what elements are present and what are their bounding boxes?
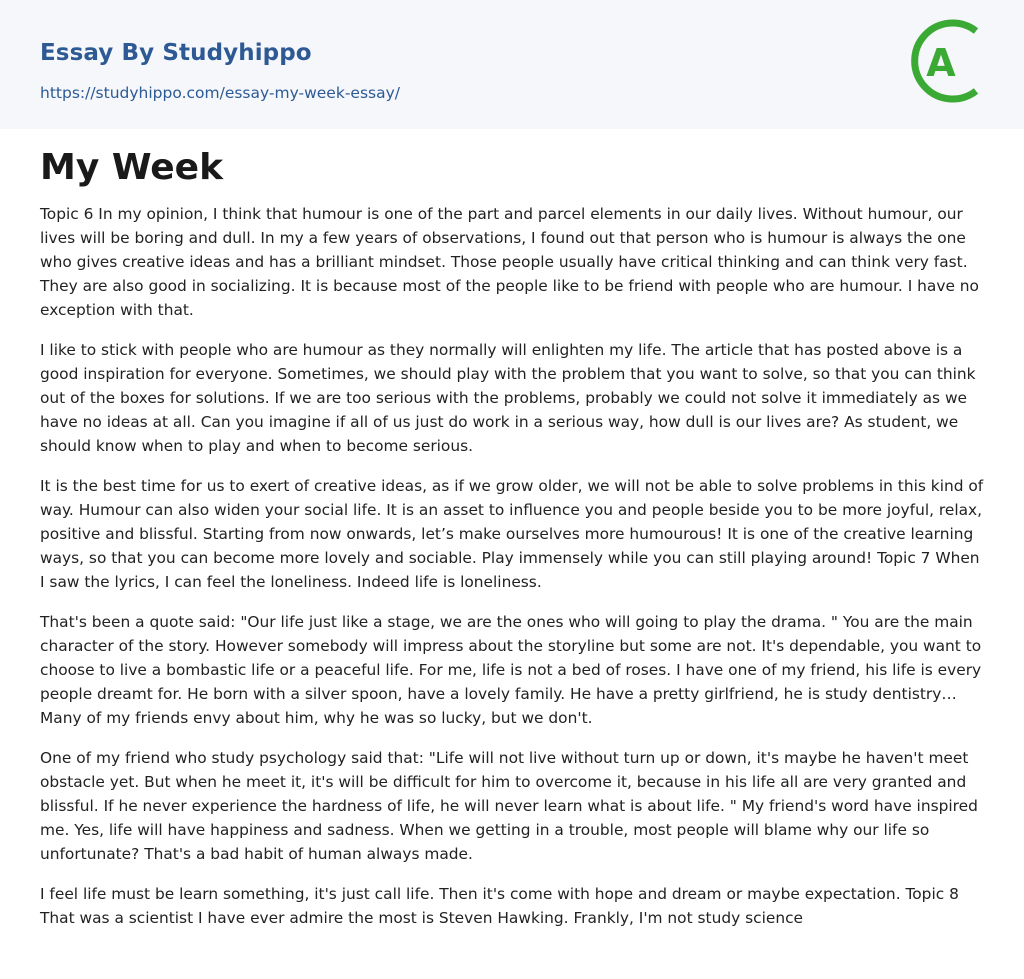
essay-paragraph: That's been a quote said: "Our life just like a stage, we are the ones who will going to play the drama. " You are the main character of the story. However somebody will impress about the storyline but some are not. It's dependable, you want to choose to live a bombastic life or a peaceful life. For me, life is not a bed of roses. I have one of my friend, his life is every people dreamt for. He born with a silver spoon, have a lovely family. He have a pretty girlfriend, he is study dentistry… Many of my friends envy about him, why he was so lucky, but we don't. — [40, 613, 982, 727]
page-title: My Week — [40, 147, 224, 188]
source-url-link[interactable]: https://studyhippo.com/essay-my-week-essay/ — [40, 84, 400, 102]
logo-letter: A — [926, 41, 956, 85]
essay-paragraph: I feel life must be learn something, it's just call life. Then it's come with hope and dream or maybe expectation. Topic 8 That was a scientist I have ever admire the most is Steven Hawking. Frankly, I'm not study science — [40, 885, 959, 927]
essay-paragraph: Topic 6 In my opinion, I think that humour is one of the part and parcel elements in our daily lives. Without humour, our lives will be boring and dull. In my a few years of observations, I found out that person who is humour is always the one who gives creative ideas and has a brilliant mindset. Those people usually have critical thinking and can think very fast. They are also good in socializing. It is because most of the people like to be friend with people who are humour. I have no exception with that. — [40, 205, 979, 319]
site-header — [0, 0, 1024, 129]
essay-paragraph: It is the best time for us to exert of creative ideas, as if we grow older, we will not be able to solve problems in this kind of way. Humour can also widen your social life. It is an asset to influence you and people beside you to be more joyful, relax, positive and blissful. Starting from now onwards, let’s make ourselves more humourous! It is one of the creative learning ways, so that you can become more lovely and sociable. Play immensely while you can still playing around! Topic 7 When I saw the lyrics, I can feel the loneliness. Indeed life is loneliness. — [40, 477, 984, 591]
essay-paragraph: I like to stick with people who are humour as they normally will enlighten my life. The article that has posted above is a good inspiration for everyone. Sometimes, we should play with the problem that you want to solve, so that you can think out of the boxes for solutions. If we are too serious with the problems, probably we could not solve it immediately as we have no ideas at all. Can you imagine if all of us just do work in a serious way, how dull is our lives are? As student, we should know when to play and when to become serious. — [40, 341, 976, 455]
essay-content — [40, 142, 988, 946]
brand-title[interactable]: Essay By Studyhippo — [40, 40, 312, 66]
essay-paragraph: One of my friend who study psychology said that: "Life will not live without turn up or down, it's maybe he haven't meet obstacle yet. But when he meet it, it's will be difficult for him to overcome it, because in his life all are very granted and blissful. If he never experience the hardness of life, he will never learn what is about life. " My friend's word have inspired me. Yes, life will have happiness and sadness. When we getting in a trouble, most people will blame why our life so unfortunate? That's a bad habit of human always made. — [40, 749, 978, 863]
studyhippo-logo-icon[interactable] — [902, 18, 988, 104]
